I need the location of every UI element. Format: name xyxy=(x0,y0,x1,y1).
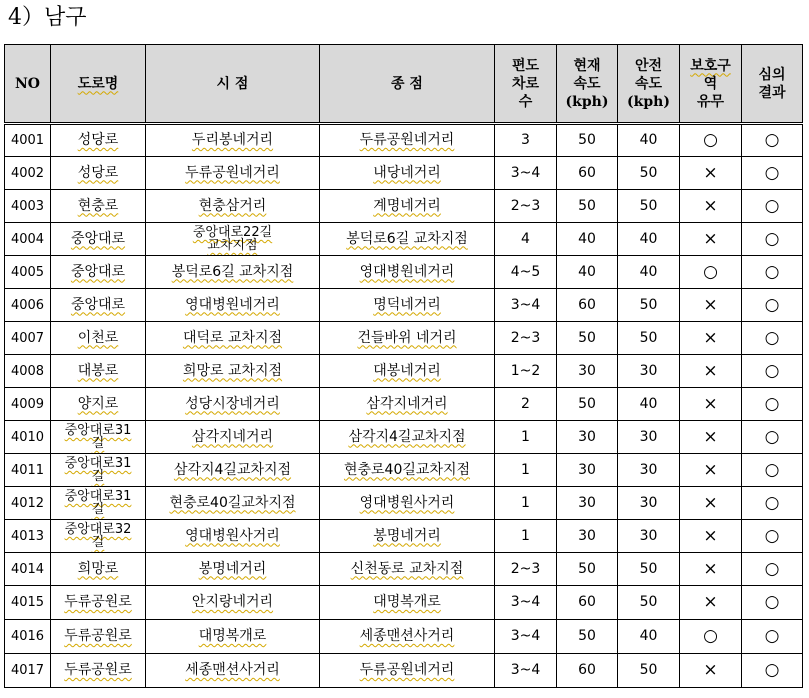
cell-protected-zone: ○ xyxy=(680,620,742,654)
cell-safe-speed: 50 xyxy=(618,289,680,322)
cell-safe-speed: 30 xyxy=(618,355,680,388)
cell-end: 영대병원사거리 xyxy=(320,487,495,520)
cell-no: 4014 xyxy=(5,553,51,586)
cell-no: 4004 xyxy=(5,223,51,256)
cell-road: 희망로 xyxy=(51,553,146,586)
table-row xyxy=(5,620,803,654)
header-lanes: 편도 차로 수 xyxy=(495,45,557,124)
cell-start: 희망로 교차지점 xyxy=(146,355,320,388)
cell-protected-zone: × xyxy=(680,355,742,388)
cell-road: 두류공원로 xyxy=(51,620,146,654)
cell-lanes: 3~4 xyxy=(495,157,557,190)
cell-current-speed: 60 xyxy=(557,289,618,322)
cell-protected-zone: × xyxy=(680,322,742,355)
cell-road: 두류공원로 xyxy=(51,586,146,620)
cell-review-result: ○ xyxy=(742,586,803,620)
cell-road: 두류공원로 xyxy=(51,654,146,688)
cell-review-result: ○ xyxy=(742,190,803,223)
header-review-result: 심의 결과 xyxy=(742,45,803,124)
cell-lanes: 2~3 xyxy=(495,322,557,355)
cell-current-speed: 60 xyxy=(557,654,618,688)
header-no: NO xyxy=(5,45,51,124)
cell-road: 성당로 xyxy=(51,124,146,157)
cell-start: 영대병원네거리 xyxy=(146,289,320,322)
header-end: 종 점 xyxy=(320,45,495,124)
cell-lanes: 4 xyxy=(495,223,557,256)
cell-current-speed: 40 xyxy=(557,223,618,256)
cell-lanes: 1 xyxy=(495,454,557,487)
cell-end: 봉덕로6길 교차지점 xyxy=(320,223,495,256)
speed-limit-table xyxy=(4,44,803,688)
cell-road: 중앙대로 xyxy=(51,289,146,322)
cell-current-speed: 50 xyxy=(557,124,618,157)
table-row xyxy=(5,256,803,289)
cell-start: 세종맨션사거리 xyxy=(146,654,320,688)
cell-start: 두리봉네거리 xyxy=(146,124,320,157)
cell-end: 현충로40길교차지점 xyxy=(320,454,495,487)
cell-no: 4007 xyxy=(5,322,51,355)
cell-safe-speed: 30 xyxy=(618,454,680,487)
table-row xyxy=(5,520,803,553)
cell-start: 중앙대로22길 교차지점 xyxy=(146,223,320,256)
header-road: 도로명 xyxy=(51,45,146,124)
table-row xyxy=(5,124,803,157)
cell-current-speed: 50 xyxy=(557,553,618,586)
cell-no: 4006 xyxy=(5,289,51,322)
cell-end: 영대병원네거리 xyxy=(320,256,495,289)
cell-road: 대봉로 xyxy=(51,355,146,388)
cell-review-result: ○ xyxy=(742,388,803,421)
cell-road: 중앙대로 xyxy=(51,223,146,256)
cell-safe-speed: 40 xyxy=(618,256,680,289)
table-row xyxy=(5,421,803,454)
cell-review-result: ○ xyxy=(742,487,803,520)
cell-protected-zone: × xyxy=(680,487,742,520)
cell-road: 양지로 xyxy=(51,388,146,421)
cell-safe-speed: 50 xyxy=(618,157,680,190)
cell-review-result: ○ xyxy=(742,454,803,487)
cell-current-speed: 50 xyxy=(557,190,618,223)
table-row xyxy=(5,223,803,256)
header-safe-speed: 안전 속도 (kph) xyxy=(618,45,680,124)
cell-start: 영대병원사거리 xyxy=(146,520,320,553)
cell-lanes: 3 xyxy=(495,124,557,157)
cell-road: 중앙대로31 길 xyxy=(51,454,146,487)
cell-lanes: 2~3 xyxy=(495,190,557,223)
cell-road: 중앙대로31 길 xyxy=(51,421,146,454)
table-row xyxy=(5,454,803,487)
cell-review-result: ○ xyxy=(742,322,803,355)
cell-current-speed: 30 xyxy=(557,520,618,553)
cell-safe-speed: 40 xyxy=(618,124,680,157)
cell-protected-zone: × xyxy=(680,388,742,421)
cell-safe-speed: 30 xyxy=(618,421,680,454)
cell-no: 4001 xyxy=(5,124,51,157)
cell-road: 중앙대로31 길 xyxy=(51,487,146,520)
cell-protected-zone: ○ xyxy=(680,124,742,157)
table-header-row xyxy=(5,45,803,124)
cell-review-result: ○ xyxy=(742,553,803,586)
cell-protected-zone: × xyxy=(680,289,742,322)
cell-protected-zone: × xyxy=(680,520,742,553)
cell-safe-speed: 40 xyxy=(618,388,680,421)
cell-review-result: ○ xyxy=(742,355,803,388)
cell-lanes: 3~4 xyxy=(495,654,557,688)
cell-current-speed: 50 xyxy=(557,388,618,421)
cell-end: 대봉네거리 xyxy=(320,355,495,388)
cell-review-result: ○ xyxy=(742,421,803,454)
cell-start: 봉명네거리 xyxy=(146,553,320,586)
cell-road: 이천로 xyxy=(51,322,146,355)
cell-no: 4003 xyxy=(5,190,51,223)
cell-safe-speed: 50 xyxy=(618,322,680,355)
cell-lanes: 3~4 xyxy=(495,620,557,654)
cell-review-result: ○ xyxy=(742,157,803,190)
cell-safe-speed: 40 xyxy=(618,223,680,256)
cell-protected-zone: ○ xyxy=(680,256,742,289)
cell-protected-zone: × xyxy=(680,421,742,454)
cell-review-result: ○ xyxy=(742,520,803,553)
cell-safe-speed: 50 xyxy=(618,586,680,620)
cell-start: 두류공원네거리 xyxy=(146,157,320,190)
cell-start: 대덕로 교차지점 xyxy=(146,322,320,355)
cell-end: 계명네거리 xyxy=(320,190,495,223)
cell-current-speed: 50 xyxy=(557,322,618,355)
cell-safe-speed: 40 xyxy=(618,620,680,654)
table-row xyxy=(5,388,803,421)
cell-end: 삼각지네거리 xyxy=(320,388,495,421)
cell-end: 내당네거리 xyxy=(320,157,495,190)
cell-end: 두류공원네거리 xyxy=(320,124,495,157)
cell-end: 두류공원네거리 xyxy=(320,654,495,688)
cell-review-result: ○ xyxy=(742,256,803,289)
cell-review-result: ○ xyxy=(742,289,803,322)
table-row xyxy=(5,487,803,520)
cell-current-speed: 40 xyxy=(557,256,618,289)
cell-review-result: ○ xyxy=(742,620,803,654)
table-row xyxy=(5,654,803,688)
cell-lanes: 1 xyxy=(495,520,557,553)
cell-start: 현충로40길교차지점 xyxy=(146,487,320,520)
cell-lanes: 3~4 xyxy=(495,289,557,322)
cell-safe-speed: 50 xyxy=(618,553,680,586)
cell-start: 성당시장네거리 xyxy=(146,388,320,421)
cell-end: 삼각지4길교차지점 xyxy=(320,421,495,454)
table-row xyxy=(5,289,803,322)
cell-current-speed: 30 xyxy=(557,355,618,388)
header-start: 시 점 xyxy=(146,45,320,124)
cell-lanes: 1~2 xyxy=(495,355,557,388)
cell-lanes: 4~5 xyxy=(495,256,557,289)
cell-end: 대명복개로 xyxy=(320,586,495,620)
table-row xyxy=(5,157,803,190)
table-row xyxy=(5,322,803,355)
table-row xyxy=(5,586,803,620)
cell-end: 세종맨션사거리 xyxy=(320,620,495,654)
cell-end: 명덕네거리 xyxy=(320,289,495,322)
cell-no: 4011 xyxy=(5,454,51,487)
cell-no: 4012 xyxy=(5,487,51,520)
cell-end: 신천동로 교차지점 xyxy=(320,553,495,586)
section-title: 4）남구 xyxy=(8,5,87,30)
cell-start: 안지랑네거리 xyxy=(146,586,320,620)
header-protected-zone: 보호구 역 유무 xyxy=(680,45,742,124)
cell-no: 4015 xyxy=(5,586,51,620)
cell-no: 4017 xyxy=(5,654,51,688)
cell-no: 4010 xyxy=(5,421,51,454)
cell-protected-zone: × xyxy=(680,454,742,487)
cell-no: 4013 xyxy=(5,520,51,553)
cell-current-speed: 60 xyxy=(557,586,618,620)
cell-current-speed: 50 xyxy=(557,620,618,654)
cell-review-result: ○ xyxy=(742,223,803,256)
cell-start: 대명복개로 xyxy=(146,620,320,654)
cell-road: 현충로 xyxy=(51,190,146,223)
cell-no: 4008 xyxy=(5,355,51,388)
cell-protected-zone: × xyxy=(680,586,742,620)
cell-lanes: 1 xyxy=(495,421,557,454)
cell-review-result: ○ xyxy=(742,654,803,688)
cell-lanes: 1 xyxy=(495,487,557,520)
cell-safe-speed: 30 xyxy=(618,487,680,520)
cell-safe-speed: 30 xyxy=(618,520,680,553)
cell-no: 4016 xyxy=(5,620,51,654)
cell-no: 4002 xyxy=(5,157,51,190)
cell-road: 중앙대로 xyxy=(51,256,146,289)
cell-protected-zone: × xyxy=(680,553,742,586)
cell-end: 건들바위 네거리 xyxy=(320,322,495,355)
cell-no: 4009 xyxy=(5,388,51,421)
table-row xyxy=(5,190,803,223)
cell-safe-speed: 50 xyxy=(618,654,680,688)
cell-protected-zone: × xyxy=(680,223,742,256)
cell-start: 삼각지4길교차지점 xyxy=(146,454,320,487)
cell-start: 삼각지네거리 xyxy=(146,421,320,454)
cell-lanes: 3~4 xyxy=(495,586,557,620)
cell-protected-zone: × xyxy=(680,157,742,190)
cell-safe-speed: 50 xyxy=(618,190,680,223)
cell-end: 봉명네거리 xyxy=(320,520,495,553)
cell-protected-zone: × xyxy=(680,190,742,223)
cell-current-speed: 30 xyxy=(557,421,618,454)
cell-road: 성당로 xyxy=(51,157,146,190)
cell-no: 4005 xyxy=(5,256,51,289)
table-row xyxy=(5,355,803,388)
cell-lanes: 2~3 xyxy=(495,553,557,586)
cell-road: 중앙대로32 길 xyxy=(51,520,146,553)
cell-review-result: ○ xyxy=(742,124,803,157)
cell-current-speed: 30 xyxy=(557,454,618,487)
cell-start: 현충삼거리 xyxy=(146,190,320,223)
cell-start: 봉덕로6길 교차지점 xyxy=(146,256,320,289)
cell-current-speed: 60 xyxy=(557,157,618,190)
table-row xyxy=(5,553,803,586)
cell-protected-zone: × xyxy=(680,654,742,688)
cell-lanes: 2 xyxy=(495,388,557,421)
cell-current-speed: 30 xyxy=(557,487,618,520)
header-current-speed: 현재 속도 (kph) xyxy=(557,45,618,124)
